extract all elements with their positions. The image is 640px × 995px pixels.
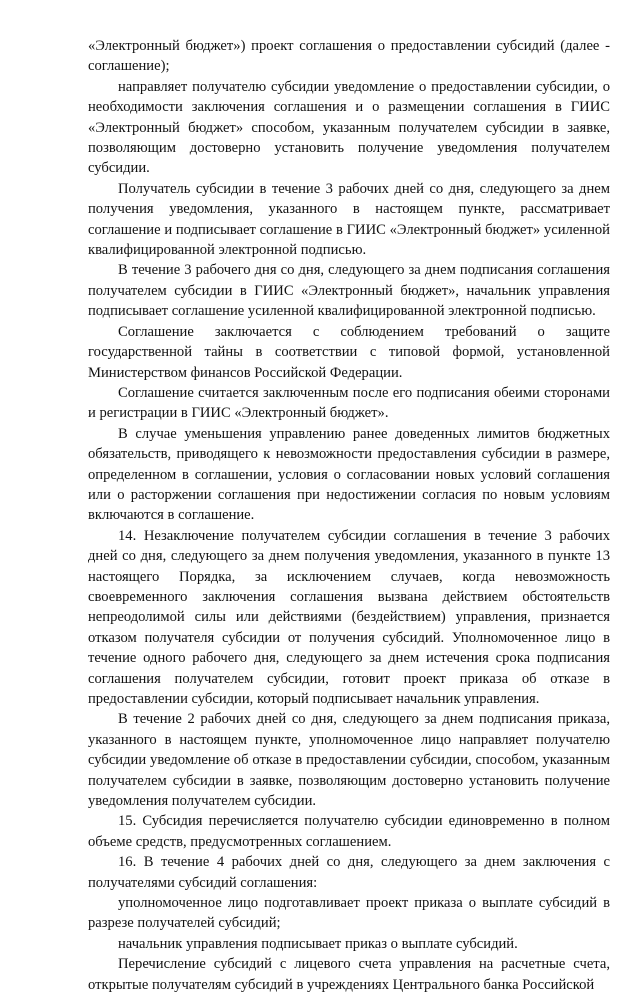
paragraph-state-secret: Соглашение заключается с соблюдением требований о защите государственной тайны в соответствии с типовой формой, установленной Министерством финансов Российской Федерации. [88, 323, 610, 381]
paragraph-recipient-signs: Получатель субсидии в течение 3 рабочих дней со дня, следующего за днем получения уведомления, указанного в настоящем пункте, рассматривает соглашение и подписывает соглашение в ГИИС «Электронный бюджет» усиленной квалифицированной электронной подписью. [88, 180, 610, 259]
paragraph-limits-reduction: В случае уменьшения управлению ранее доведенных лимитов бюджетных обязательств, приводящего к невозможности предоставления субсидии в размере, определенном в соглашении, условия о согласовании новых условий соглашения или о расторжении соглашения при недостижении согласия по новым условиям включаются в соглашение. [88, 425, 610, 524]
paragraph-continuation: «Электронный бюджет») проект соглашения о предоставлении субсидий (далее - соглашение); [88, 38, 610, 75]
paragraph-agreement-concluded: Соглашение считается заключенным после его подписания обеими сторонами и регистрации в ГИИС «Электронный бюджет». [88, 384, 610, 422]
paragraph-item-14: 14. Незаключение получателем субсидии соглашения в течение 3 рабочих дней со дня, следующего за днем получения уведомления, указанного в пункте 13 настоящего Порядка, за исключением случаев, когда невозможность своевременного заключения соглашения вызвана действием обстоятельств непреодолимой силы или действиями (бездействием) управления, признается отказом получателя субсидии от получения субсидий. Уполномоченное лицо в течение одного рабочего дня, следующего за днем истечения срока подписания соглашения получателем субсидии, готовит проект приказа об отказе в предоставлении субсидии, который подписывает начальник управления. [88, 527, 610, 707]
paragraph-sign-order: начальник управления подписывает приказ о выплате субсидий. [118, 935, 518, 952]
paragraph-refusal-notice: В течение 2 рабочих дней со дня, следующего за днем подписания приказа, указанного в настоящем пункте, уполномоченное лицо направляет получателю субсидии уведомление об отказе в предоставлении субсидии, способом, указанным получателем субсидии в заявке, позволяющим достоверно установить получение уведомления получателем субсидии. [88, 711, 610, 810]
paragraph-notification: направляет получателю субсидии уведомление о предоставлении субсидии, о необходимости заключения соглашения и о размещении соглашения в ГИИС «Электронный бюджет» способом, указанным получателем субсидии в заявке, позволяющим достоверно установить получение уведомления получателем субсидии. [88, 78, 610, 177]
paragraph-item-15: 15. Субсидия перечисляется получателю субсидии единовременно в полном объеме средств, предусмотренных соглашением. [88, 813, 610, 850]
paragraph-transfer: Перечисление субсидий с лицевого счета управления на расчетные счета, открытые получателям субсидий в учреждениях Центрального банка Российской [88, 956, 610, 993]
paragraph-head-signs: В течение 3 рабочего дня со дня, следующего за днем подписания соглашения получателем субсидии в ГИИС «Электронный бюджет», начальник управления подписывает соглашение усиленной квалифицированной электронной подписью. [88, 262, 610, 320]
document-body [88, 36, 610, 995]
paragraph-item-16: 16. В течение 4 рабочих дней со дня, следующего за днем заключения с получателями субсидий соглашения: [88, 854, 610, 891]
paragraph-prepare-order: уполномоченное лицо подготавливает проект приказа о выплате субсидий в разрезе получателей субсидий; [88, 895, 610, 932]
